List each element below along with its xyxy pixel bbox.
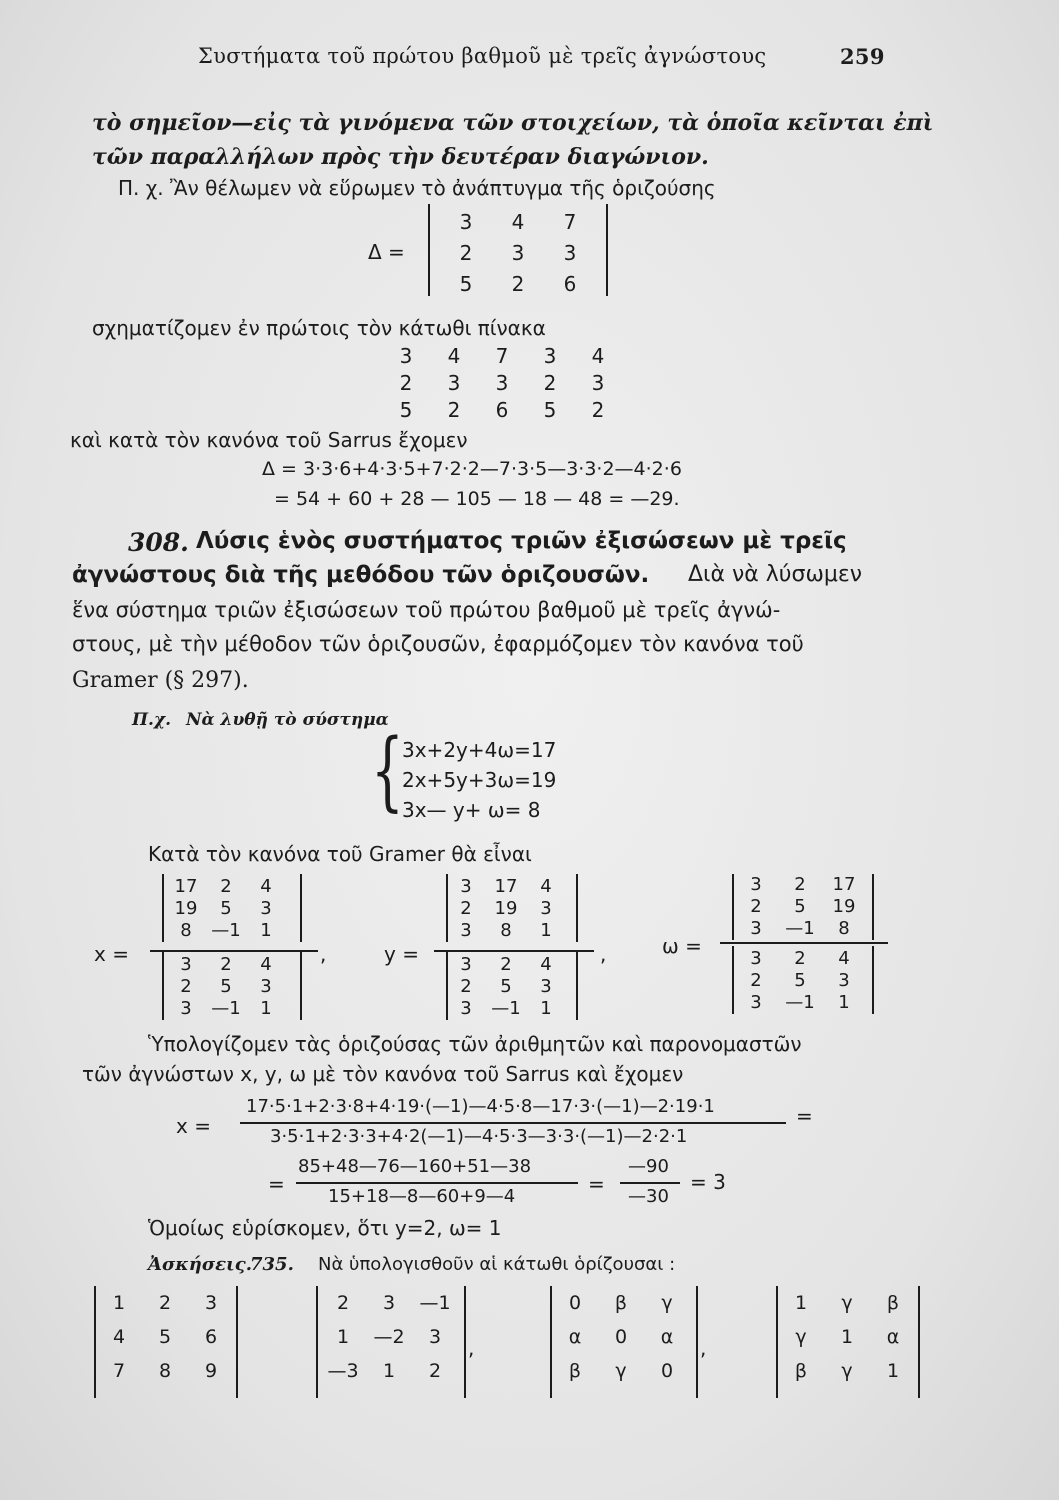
matrix-cell: 5: [500, 976, 512, 997]
cramer-intro: Κατὰ τὸν κανόνα τοῦ Gramer θὰ εἶναι: [148, 842, 532, 866]
matrix-cell: 19: [832, 896, 856, 917]
x-num-bar-left: [162, 874, 164, 942]
matrix-cell: 2: [428, 1360, 442, 1382]
matrix-cell: 3: [591, 371, 605, 395]
matrix-cell: 3: [382, 1292, 396, 1314]
y-label: y =: [384, 942, 419, 966]
ex2-bar-right: [464, 1286, 466, 1398]
compute-bar-1: [240, 1122, 786, 1124]
matrix-cell: 4: [447, 344, 461, 368]
compute-intro-2: τῶν ἀγνώστων x, y, ω μὲ τὸν κανόνα τοῦ Sarrus καὶ ἔχομεν: [82, 1062, 684, 1086]
matrix-cell: β: [614, 1292, 628, 1314]
section-text-1: Διὰ νὰ λύσωμεν: [688, 562, 863, 587]
sarrus-line-1: Δ = 3·3·6+4·3·5+7·2·2—7·3·5—3·3·2—4·2·6: [262, 458, 682, 480]
section-heading-1: Λύσις ἑνὸς συστήματος τριῶν ἐξισώσεων μὲ τρεῖς: [196, 528, 847, 554]
matrix-cell: 3: [540, 976, 552, 997]
matrix-cell: 1: [336, 1326, 350, 1348]
w-label: ω =: [662, 934, 702, 958]
delta-bar-left: [428, 204, 430, 296]
compute-den-3: —30: [628, 1186, 669, 1207]
matrix-cell: 3: [543, 344, 557, 368]
matrix-cell: 6: [563, 272, 577, 296]
compute-x-label: x =: [176, 1114, 211, 1138]
matrix-cell: 1: [794, 1292, 808, 1314]
matrix-cell: 7: [112, 1360, 126, 1382]
matrix-cell: 0: [614, 1326, 628, 1348]
matrix-cell: α: [886, 1326, 900, 1348]
y-fraction-bar: [434, 950, 594, 952]
ex3-comma: ,: [700, 1336, 707, 1360]
matrix-cell: 8: [838, 918, 850, 939]
ex2-comma: ,: [468, 1336, 475, 1360]
ex4-bar-right: [918, 1286, 920, 1398]
compute-num-1: 17·5·1+2·3·8+4·19·(—1)—4·5·8—17·3·(—1)—2·19·1: [246, 1096, 715, 1117]
matrix-cell: 8: [180, 920, 192, 941]
matrix-cell: 3: [428, 1326, 442, 1348]
matrix-cell: 2: [220, 876, 232, 897]
section-text-2: ἕνα σύστημα τριῶν ἐξισώσεων τοῦ πρώτου βαθμοῦ μὲ τρεῖς ἀγνώ-: [72, 598, 781, 622]
x-den-bar-left: [162, 952, 164, 1020]
matrix-cell: α: [568, 1326, 582, 1348]
matrix-cell: —1: [491, 998, 521, 1019]
exercises-number: 735.: [250, 1254, 294, 1275]
matrix-cell: 3: [495, 371, 509, 395]
matrix-cell: 2: [459, 241, 473, 265]
matrix-cell: 2: [336, 1292, 350, 1314]
x-num-bar-right: [300, 874, 302, 942]
matrix-cell: 3: [204, 1292, 218, 1314]
matrix-cell: 2: [543, 371, 557, 395]
matrix-cell: 4: [540, 876, 552, 897]
matrix-cell: —3: [327, 1360, 359, 1382]
matrix-cell: 1: [260, 920, 272, 941]
matrix-cell: 4: [591, 344, 605, 368]
matrix-cell: 2: [511, 272, 525, 296]
matrix-cell: 3: [460, 920, 472, 941]
compute-result: = 3: [690, 1170, 726, 1194]
matrix-cell: γ: [795, 1326, 807, 1348]
exercises-label: Ἀσκήσεις.: [148, 1254, 252, 1275]
matrix-cell: 3: [460, 998, 472, 1019]
matrix-cell: 5: [794, 970, 806, 991]
compute-eq-3: =: [588, 1172, 605, 1196]
matrix-cell: 5: [158, 1326, 172, 1348]
matrix-cell: —1: [785, 918, 815, 939]
matrix-cell: β: [568, 1360, 582, 1382]
matrix-cell: 5: [794, 896, 806, 917]
matrix-cell: 3: [838, 970, 850, 991]
matrix-cell: 2: [794, 948, 806, 969]
matrix-cell: 5: [220, 976, 232, 997]
matrix-cell: 4: [540, 954, 552, 975]
matrix-cell: 5: [459, 272, 473, 296]
matrix-cell: 1: [840, 1326, 854, 1348]
compute-den-2: 15+18—8—60+9—4: [328, 1186, 516, 1207]
matrix-cell: γ: [615, 1360, 627, 1382]
w-num-bar-right: [872, 874, 874, 940]
intro-line-1: τὸ σημεῖον—εἰς τὰ γινόμενα τῶν στοιχείων, τὰ ὁποῖα κεῖνται ἐπὶ: [92, 110, 934, 136]
x-den-bar-right: [300, 952, 302, 1020]
matrix-cell: 17: [494, 876, 518, 897]
example-label: Π.χ.: [132, 710, 172, 730]
system-brace: {: [370, 721, 404, 821]
page-number: 259: [840, 44, 885, 69]
matrix-cell: 1: [886, 1360, 900, 1382]
matrix-cell: 1: [112, 1292, 126, 1314]
matrix-cell: 1: [260, 998, 272, 1019]
ex1-bar-right: [236, 1286, 238, 1398]
matrix-cell: 3: [540, 898, 552, 919]
matrix-cell: 1: [540, 920, 552, 941]
matrix-cell: 3: [460, 954, 472, 975]
matrix-cell: 1: [838, 992, 850, 1013]
matrix-cell: —1: [211, 998, 241, 1019]
matrix-cell: 7: [495, 344, 509, 368]
matrix-cell: γ: [841, 1360, 853, 1382]
matrix-cell: 2: [399, 371, 413, 395]
matrix-cell: 6: [204, 1326, 218, 1348]
matrix-cell: 3: [750, 992, 762, 1013]
matrix-cell: 2: [180, 976, 192, 997]
matrix-cell: γ: [661, 1292, 673, 1314]
x-label: x =: [94, 942, 129, 966]
matrix-cell: 8: [158, 1360, 172, 1382]
section-text-4: Gramer (§ 297).: [72, 668, 249, 693]
x-fraction-bar: [150, 950, 318, 952]
compute-bar-3: [620, 1182, 680, 1184]
sarrus-intro: καὶ κατὰ τὸν κανόνα τοῦ Sarrus ἔχομεν: [70, 428, 468, 452]
section-number: 308.: [128, 528, 189, 557]
compute-eq-2: =: [268, 1172, 285, 1196]
w-fraction-bar: [720, 942, 888, 944]
equation-3: 3x— y+ ω= 8: [402, 798, 541, 822]
matrix-cell: β: [794, 1360, 808, 1382]
matrix-cell: 17: [832, 874, 856, 895]
compute-bar-2: [296, 1182, 578, 1184]
matrix-cell: 4: [838, 948, 850, 969]
matrix-cell: 2: [460, 898, 472, 919]
y-den-bar-right: [576, 952, 578, 1020]
sarrus-line-2: = 54 + 60 + 28 — 105 — 18 — 48 = —29.: [274, 488, 680, 510]
y-num-bar-right: [576, 874, 578, 942]
section-text-3: στους, μὲ τὴν μέθοδον τῶν ὁριζουσῶν, ἐφαρμόζομεν τὸν κανόνα τοῦ: [72, 632, 804, 656]
matrix-cell: 0: [568, 1292, 582, 1314]
matrix-cell: 3: [180, 954, 192, 975]
compute-intro-1: Ὑπολογίζομεν τὰς ὁριζούσας τῶν ἀριθμητῶν καὶ παρονομαστῶν: [148, 1032, 802, 1056]
matrix-cell: 5: [543, 398, 557, 422]
matrix-cell: 2: [220, 954, 232, 975]
matrix-cell: 3: [459, 210, 473, 234]
matrix-cell: 6: [495, 398, 509, 422]
w-den-bar-right: [872, 946, 874, 1014]
matrix-cell: 3: [563, 241, 577, 265]
matrix-cell: 1: [540, 998, 552, 1019]
matrix-cell: 2: [460, 976, 472, 997]
matrix-cell: 3: [460, 876, 472, 897]
matrix-cell: 3: [511, 241, 525, 265]
intro-line-2: τῶν παραλλήλων πρὸς τὴν δευτέραν διαγώνιον.: [92, 144, 709, 170]
exercises-text: Νὰ ὑπολογισθοῦν αἱ κάτωθι ὁρίζουσαι :: [318, 1254, 676, 1275]
equation-1: 3x+2y+4ω=17: [402, 738, 557, 762]
matrix-cell: 7: [563, 210, 577, 234]
matrix-cell: 0: [660, 1360, 674, 1382]
running-header: Συστήματα τοῦ πρώτου βαθμοῦ μὲ τρεῖς ἀγνώστους: [198, 44, 767, 68]
matrix-cell: 19: [174, 898, 198, 919]
example-text: Νὰ λυθῇ τὸ σύστημα: [186, 710, 389, 730]
matrix-cell: 2: [500, 954, 512, 975]
matrix-cell: 4: [260, 876, 272, 897]
x-comma: ,: [320, 942, 327, 966]
compute-num-3: —90: [628, 1156, 669, 1177]
equation-2: 2x+5y+3ω=19: [402, 768, 557, 792]
ex2-bar-left: [316, 1286, 318, 1398]
matrix-cell: 2: [447, 398, 461, 422]
y-comma: ,: [600, 942, 607, 966]
matrix-cell: 4: [511, 210, 525, 234]
compute-num-2: 85+48—76—160+51—38: [298, 1156, 532, 1177]
compute-eq-1: =: [796, 1104, 813, 1128]
matrix-cell: 3: [447, 371, 461, 395]
matrix-cell: 3: [260, 898, 272, 919]
matrix-cell: 8: [500, 920, 512, 941]
matrix-cell: 3: [180, 998, 192, 1019]
table-intro: σχηματίζομεν ἐν πρώτοις τὸν κάτωθι πίνακα: [92, 316, 546, 340]
matrix-cell: 4: [112, 1326, 126, 1348]
matrix-cell: —1: [785, 992, 815, 1013]
matrix-cell: 2: [750, 970, 762, 991]
matrix-cell: 3: [750, 948, 762, 969]
matrix-cell: 2: [750, 896, 762, 917]
similarly-line: Ὁμοίως εὑρίσκομεν, ὅτι y=2, ω= 1: [148, 1216, 502, 1240]
matrix-cell: 3: [399, 344, 413, 368]
matrix-cell: —2: [373, 1326, 405, 1348]
matrix-cell: 3: [750, 874, 762, 895]
matrix-cell: 2: [794, 874, 806, 895]
matrix-cell: 3: [260, 976, 272, 997]
ex3-bar-right: [696, 1286, 698, 1398]
matrix-cell: 19: [494, 898, 518, 919]
matrix-cell: γ: [841, 1292, 853, 1314]
matrix-cell: 2: [591, 398, 605, 422]
matrix-cell: —1: [419, 1292, 451, 1314]
matrix-cell: β: [886, 1292, 900, 1314]
intro-line-3: Π. χ. Ἂν θέλωμεν νὰ εὕρωμεν τὸ ἀνάπτυγμα τῆς ὁριζούσης: [118, 176, 716, 200]
compute-den-1: 3·5·1+2·3·3+4·2(—1)—4·5·3—3·3·(—1)—2·2·1: [270, 1126, 688, 1147]
section-heading-2: ἀγνώστους διὰ τῆς μεθόδου τῶν ὁριζουσῶν.: [72, 562, 650, 588]
delta-label: Δ =: [368, 240, 405, 264]
matrix-cell: 17: [174, 876, 198, 897]
matrix-cell: 4: [260, 954, 272, 975]
matrix-cell: 2: [158, 1292, 172, 1314]
matrix-cell: 3: [750, 918, 762, 939]
delta-bar-right: [606, 204, 608, 296]
matrix-cell: 9: [204, 1360, 218, 1382]
matrix-cell: 5: [399, 398, 413, 422]
matrix-cell: 1: [382, 1360, 396, 1382]
matrix-cell: —1: [211, 920, 241, 941]
matrix-cell: 5: [220, 898, 232, 919]
matrix-cell: α: [660, 1326, 674, 1348]
